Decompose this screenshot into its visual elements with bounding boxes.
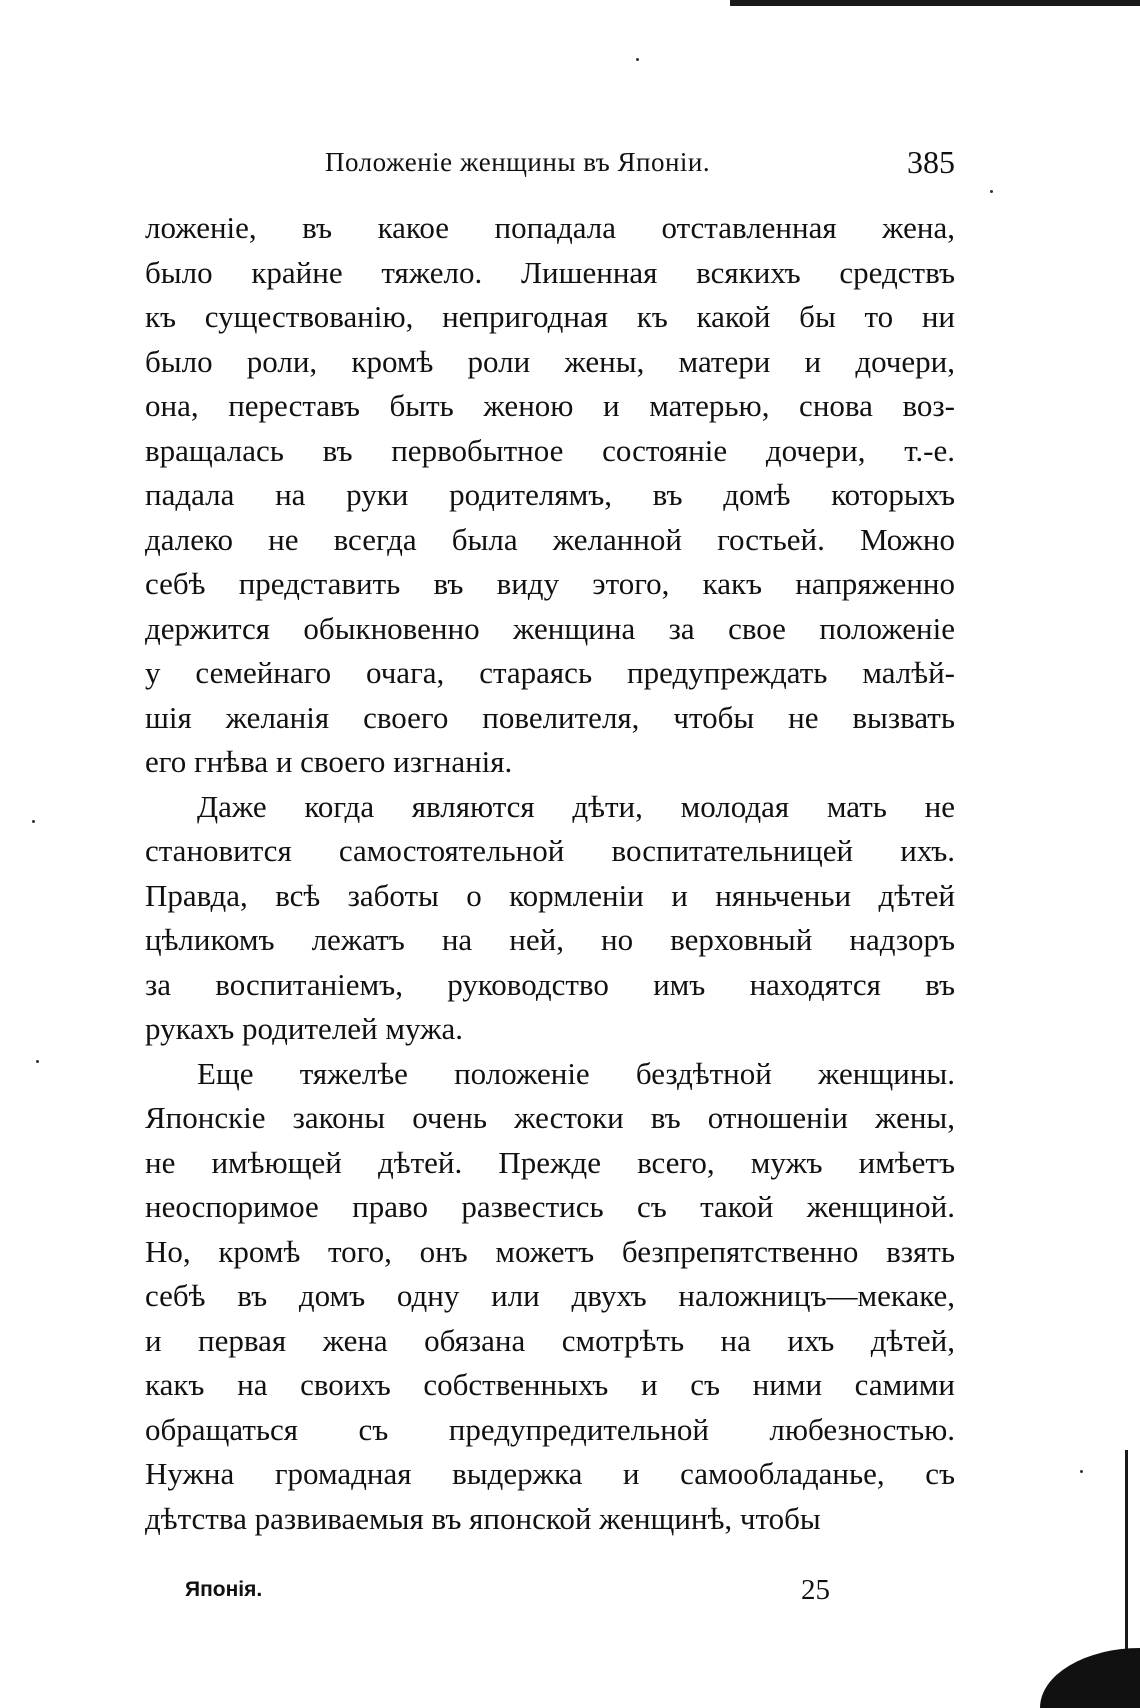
page-number: 385 bbox=[907, 144, 955, 180]
scan-speck bbox=[1080, 1470, 1083, 1473]
text-line: Нужна громадная выдержка и самообладанье, съ bbox=[145, 1456, 955, 1491]
text-line: Еще тяжелѣе положеніе бездѣтной женщины. bbox=[197, 1055, 955, 1091]
paragraph bbox=[145, 785, 955, 1052]
page-footer bbox=[185, 1570, 865, 1610]
text-line: держится обыкновенно женщина за свое положеніе bbox=[145, 610, 955, 646]
text-line: какъ на своихъ собственныхъ и съ ними самими bbox=[145, 1367, 955, 1402]
scan-corner-shadow bbox=[1040, 1648, 1140, 1708]
text-line: рукахъ родителей мужа. bbox=[145, 1011, 464, 1046]
text-line: обращаться съ предупредительной любезностью. bbox=[145, 1411, 955, 1447]
sheet-number: 25 bbox=[801, 1574, 830, 1606]
text-line: себѣ въ домъ одну или двухъ наложницъ—мекаке, bbox=[145, 1278, 955, 1313]
text-line: далеко не всегда была желанной гостьей. Можно bbox=[145, 521, 955, 557]
signature-mark: Японія. bbox=[185, 1578, 263, 1601]
text-line: себѣ представить въ виду этого, какъ напряженно bbox=[145, 566, 955, 601]
text-line: ложеніе, въ какое попадала отставленная жена, bbox=[145, 210, 955, 245]
text-line: было крайне тяжело. Лишенная всякихъ средствъ bbox=[145, 254, 955, 290]
scan-speck bbox=[990, 190, 993, 193]
running-head bbox=[145, 140, 955, 184]
text-line: и первая жена обязана смотрѣть на ихъ дѣтей, bbox=[145, 1322, 955, 1358]
text-line: Но, кромѣ того, онъ можетъ безпрепятственно взять bbox=[145, 1233, 955, 1269]
text-line: падала на руки родителямъ, въ домѣ которыхъ bbox=[145, 477, 955, 512]
scan-top-rule bbox=[730, 0, 1140, 6]
text-line: Правда, всѣ заботы о кормленіи и няньченьи дѣтей bbox=[145, 877, 955, 913]
text-line: цѣликомъ лежатъ на ней, но верховный надзоръ bbox=[145, 922, 955, 957]
text-line: не имѣющей дѣтей. Прежде всего, мужъ имѣетъ bbox=[145, 1144, 955, 1180]
text-line: Японскіе законы очень жестоки въ отношеніи жены, bbox=[145, 1100, 955, 1135]
paragraph bbox=[145, 1052, 955, 1542]
text-line: у семейнаго очага, стараясь предупреждать малѣй- bbox=[145, 655, 955, 690]
paragraph bbox=[145, 206, 955, 785]
text-line: она, переставъ быть женою и матерью, снова воз- bbox=[145, 388, 955, 423]
text-line: за воспитаніемъ, руководство имъ находятся въ bbox=[145, 966, 955, 1002]
text-line: къ существованію, непригодная къ какой бы то ни bbox=[145, 299, 955, 334]
text-line: вращалась въ первобытное состояніе дочери, т.-е. bbox=[145, 432, 955, 468]
scan-speck bbox=[636, 58, 639, 61]
text-line: дѣтства развиваемыя въ японской женщинѣ, чтобы bbox=[145, 1500, 821, 1536]
text-line: Даже когда являются дѣти, молодая мать не bbox=[197, 788, 955, 824]
body-text bbox=[145, 206, 955, 1541]
text-line: становится самостоятельной воспитательницей ихъ. bbox=[145, 833, 955, 868]
scan-speck bbox=[36, 1060, 39, 1063]
text-line: было роли, кромѣ роли жены, матери и дочери, bbox=[145, 343, 955, 379]
running-title: Положеніе женщины въ Японіи. bbox=[325, 147, 711, 177]
scan-speck bbox=[32, 820, 35, 823]
text-line: неоспоримое право развестись съ такой женщиной. bbox=[145, 1189, 955, 1224]
text-line: шія желанія своего повелителя, чтобы не вызвать bbox=[145, 699, 955, 735]
text-line: его гнѣва и своего изгнанія. bbox=[145, 744, 513, 779]
